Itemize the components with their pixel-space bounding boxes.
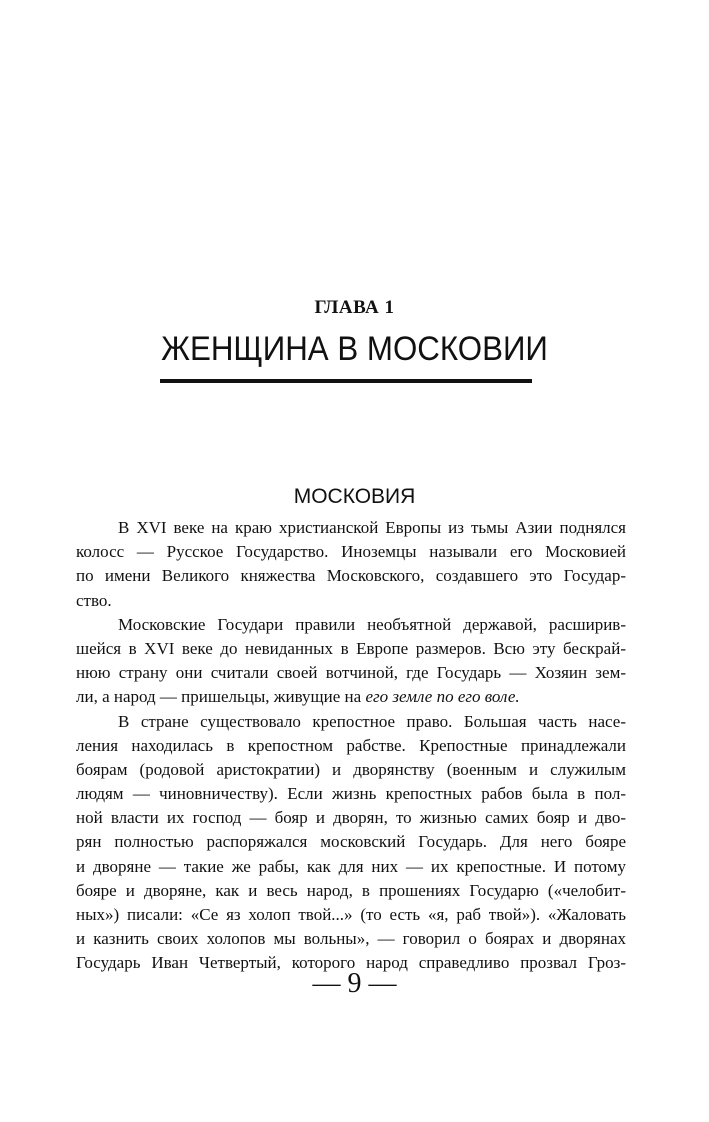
text-line-start: ли, а народ — пришельцы, живущие на (76, 687, 366, 707)
emphasis-text: его земле по его воле. (365, 687, 520, 707)
section-heading: МОСКОВИЯ (293, 485, 416, 508)
text-line: ной власти их господ — бояр и дворян, то жизнью самих бояр и дво- (76, 808, 626, 828)
body-text (76, 516, 626, 976)
text-line: ных») писали: «Се яз холоп твой...» (то есть «я, раб твой»). «Жаловать (76, 905, 626, 924)
text-line: и дворяне — такие же рабы, как для них — их крепостные. И потому (76, 856, 626, 876)
text-line-with-emphasis (76, 685, 626, 709)
text-line: людям — чиновничеству). Если жизнь крепостных рабов была в пол- (76, 784, 626, 804)
text-line: по имени Великого княжества Московского, создавшего это Государ- (76, 566, 626, 586)
text-line: Государь Иван Четвертый, которого народ справедливо прозвал Гроз- (76, 953, 626, 973)
page-number: — 9 — (312, 968, 397, 999)
chapter-label: ГЛАВА 1 (314, 297, 395, 318)
text-line: шейся в XVI веке до невиданных в Европе размеров. Всю эту бескрай- (76, 638, 626, 658)
text-line: В стране существовало крепостное право. Большая часть насе- (118, 711, 626, 731)
text-line: Московские Государи правили необъятной державой, расширив- (118, 614, 626, 634)
chapter-title: ЖЕНЩИНА В МОСКОВИИ (161, 330, 548, 368)
text-line: нюю страну они считали своей вотчиной, где Государь — Хозяин зем- (76, 663, 626, 683)
text-line: бояре и дворяне, как и весь народ, в прошениях Государю («челобит- (76, 880, 626, 900)
text-line: рян полностью распоряжался московский Государь. Для него бояре (76, 832, 626, 852)
text-line: боярам (родовой аристократии) и дворянству (военным и служилым (76, 759, 626, 779)
title-underline (160, 379, 532, 383)
text-line: колосс — Русское Государство. Иноземцы называли его Московией (76, 542, 626, 562)
text-line: ство. (76, 590, 112, 610)
text-line: и казнить своих холопов мы вольны», — говорил о боярах и дворянах (76, 929, 626, 949)
text-line: В XVI веке на краю христианской Европы из тьмы Азии поднялся (118, 518, 626, 537)
text-line: ления находилась в крепостном рабстве. Крепостные принадлежали (76, 735, 626, 755)
